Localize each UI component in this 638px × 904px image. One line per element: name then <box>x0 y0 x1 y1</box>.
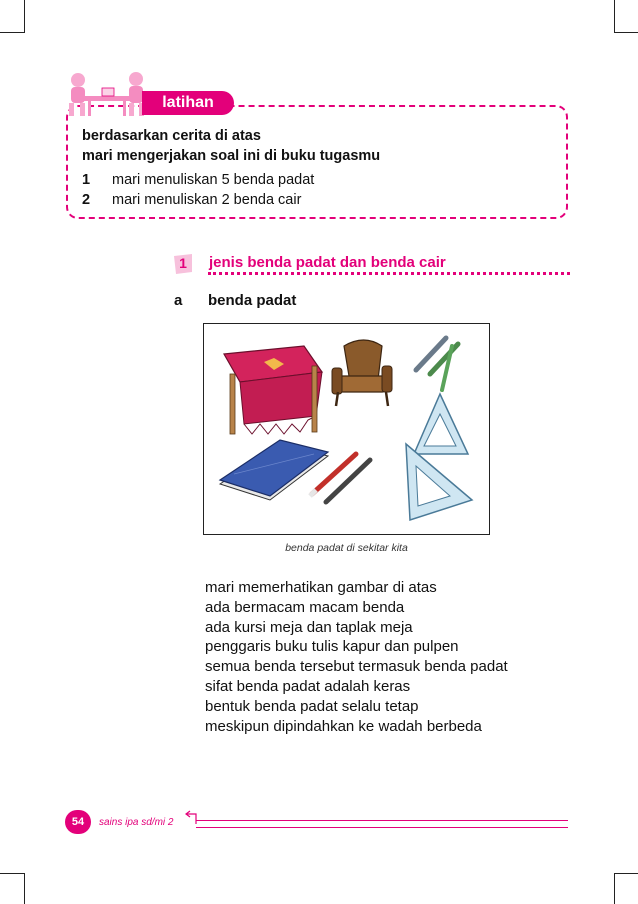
subsection-title: benda padat <box>208 292 297 309</box>
pencils-icon <box>416 338 458 390</box>
body-line: bentuk benda padat selalu tetap <box>205 697 419 715</box>
body-line: ada kursi meja dan taplak meja <box>205 618 413 636</box>
latihan-instruction-1: berdasarkan cerita di atas <box>82 128 261 144</box>
section-title: jenis benda padat dan benda cair <box>209 254 446 271</box>
kids-studying-illustration <box>62 70 152 118</box>
section-number: 1 <box>179 255 187 271</box>
body-line: ada bermacam macam benda <box>205 598 405 616</box>
body-line: penggaris buku tulis kapur dan pulpen <box>205 638 459 656</box>
page-number: 54 <box>65 810 91 834</box>
task-text-1: mari menuliskan 5 benda padat <box>112 172 315 188</box>
task-number-2: 2 <box>82 192 91 208</box>
crop-mark-bottom-right <box>614 873 638 904</box>
task-number-1: 1 <box>82 172 91 188</box>
crop-mark-bottom-left <box>0 873 25 904</box>
body-line: mari memerhatikan gambar di atas <box>205 579 437 596</box>
body-line: sifat benda padat adalah keras <box>205 677 411 695</box>
figure-frame <box>203 323 490 535</box>
crop-mark-top-right <box>614 0 638 33</box>
latihan-instruction-2: mari mengerjakan soal ini di buku tugasmu <box>82 148 381 164</box>
section-dotted-rule <box>208 272 570 275</box>
footer-rule <box>196 820 568 828</box>
crop-mark-top-left <box>0 0 25 33</box>
solid-objects-illustration <box>204 324 489 534</box>
armchair-icon <box>332 340 392 406</box>
figure-caption: benda padat di sekitar kita <box>285 542 408 554</box>
section-number-badge <box>172 254 194 274</box>
body-text <box>205 578 508 736</box>
body-line: semua benda tersebut termasuk benda padat <box>205 658 508 676</box>
subsection-letter: a <box>174 292 183 309</box>
latihan-tab: latihan <box>142 91 234 115</box>
footer-book-title: sains ipa sd/mi 2 <box>99 817 174 828</box>
triangle-ruler-icon <box>406 394 472 520</box>
task-text-2: mari menuliskan 2 benda cair <box>112 192 302 208</box>
table-icon <box>224 346 322 434</box>
body-line: meskipun dipindahkan ke wadah berbeda <box>205 717 482 735</box>
